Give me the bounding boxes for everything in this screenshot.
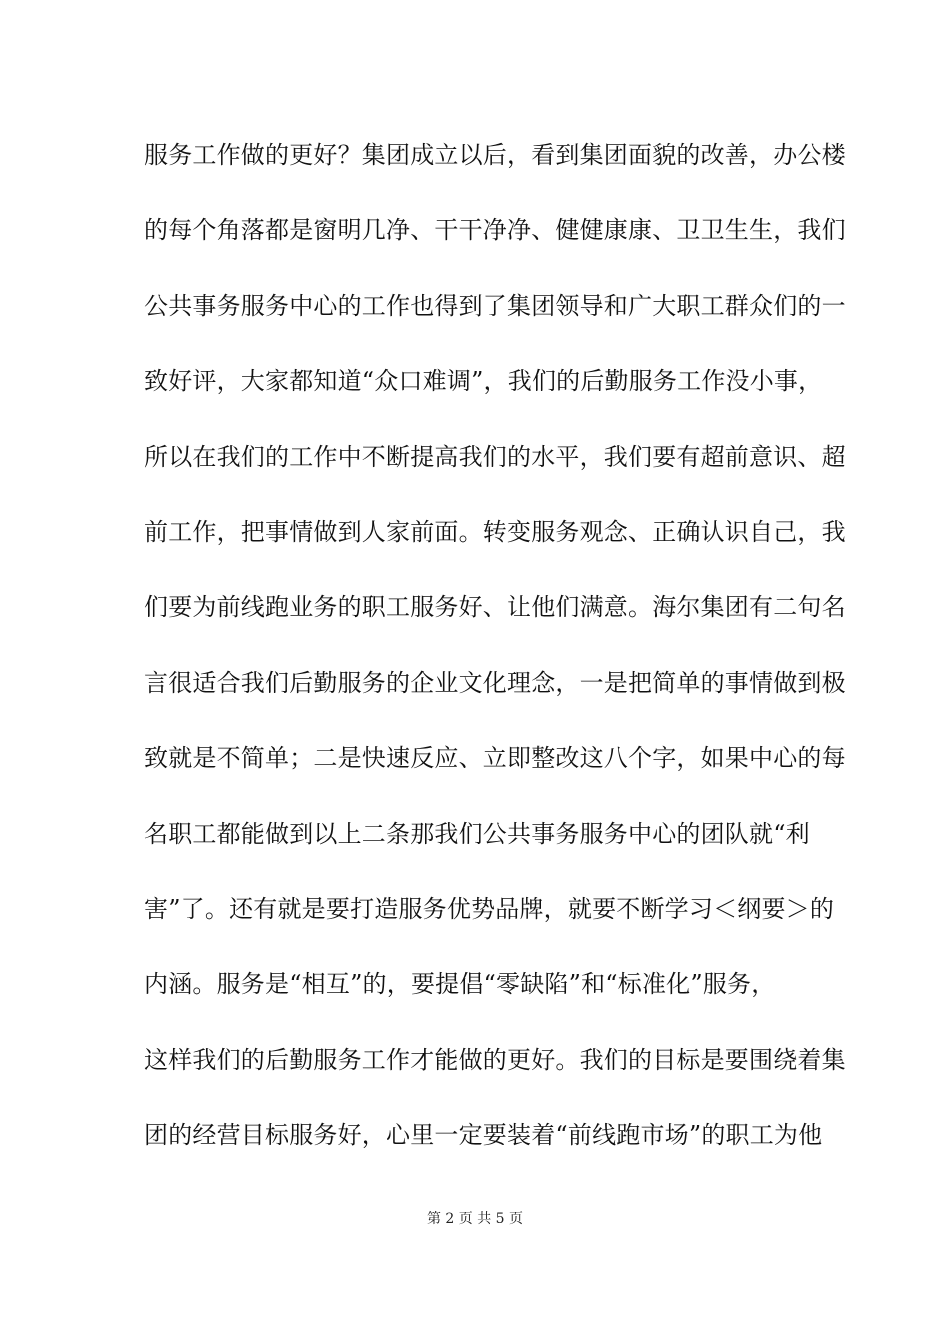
text-line: 致就是不简单；二是快速反应、立即整改这八个字，如果中心的每 [144, 744, 846, 773]
text-line: 的每个角落都是窗明几净、干干净净、健健康康、卫卫生生，我们 [144, 216, 846, 245]
text-line: 公共事务服务中心的工作也得到了集团领导和广大职工群众们的一 [144, 291, 846, 320]
text-line: 前工作，把事情做到人家前面。转变服务观念、正确认识自己，我 [144, 517, 846, 546]
text-line: 名职工都能做到以上二条那我们公共事务服务中心的团队就“利 [144, 819, 810, 848]
text-line: 团的经营目标服务好，心里一定要装着“前线跑市场”的职工为他 [144, 1121, 823, 1150]
body-text [144, 132, 846, 1187]
text-line: 言很适合我们后勤服务的企业文化理念，一是把简单的事情做到极 [144, 668, 846, 697]
text-line: 害”了。还有就是要打造服务优势品牌，就要不断学习＜纲要＞的 [144, 894, 835, 923]
page-number-footer: 第 2 页 共 5 页 [426, 1211, 524, 1227]
text-line: 所以在我们的工作中不断提高我们的水平，我们要有超前意识、超 [144, 442, 846, 471]
text-line: 们要为前线跑业务的职工服务好、让他们满意。海尔集团有二句名 [144, 593, 846, 622]
text-line: 这样我们的后勤服务工作才能做的更好。我们的目标是要围绕着集 [144, 1045, 846, 1074]
text-line: 致好评，大家都知道“众口难调”，我们的后勤服务工作没小事， [144, 367, 823, 396]
text-line: 内涵。服务是“相互”的，要提倡“零缺陷”和“标准化”服务， [144, 970, 776, 999]
text-line: 服务工作做的更好？集团成立以后，看到集团面貌的改善，办公楼 [144, 141, 846, 169]
